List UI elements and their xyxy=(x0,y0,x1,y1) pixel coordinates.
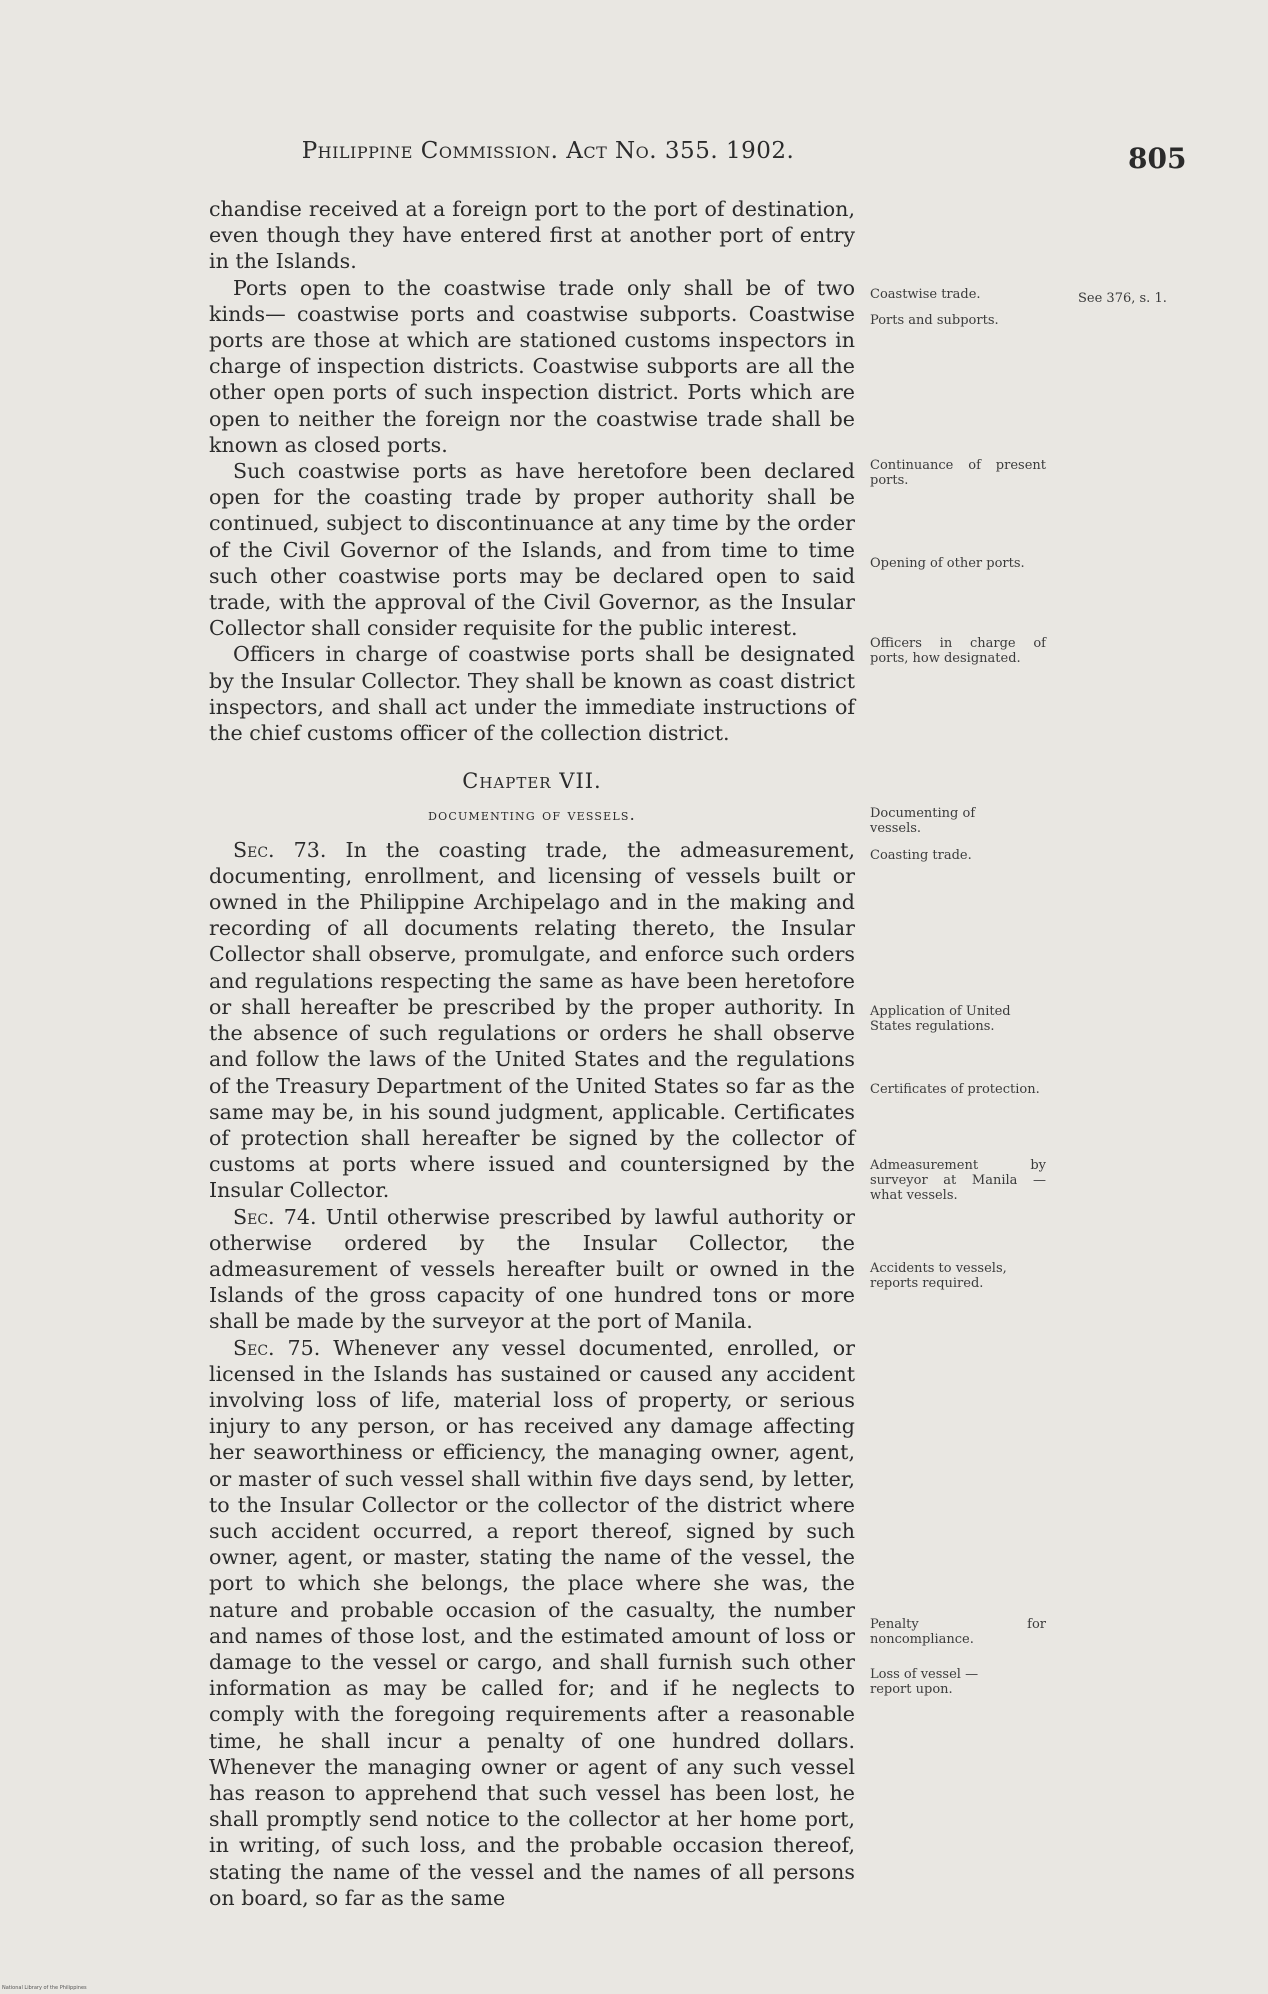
margin-note-penalty: Penalty for noncompliance. xyxy=(870,1617,1046,1647)
section-74-text: Until otherwise prescribed by lawful authority or otherwise ordered by the Insular Collector, the admeasurement of vessels hereafter built or owned in the Islands of the gross capacity of one hundred tons or more shall be made by the surveyor at the port of Manila. xyxy=(209,1204,855,1334)
section-73 xyxy=(209,837,855,1204)
margin-note-coasting: Coasting trade. xyxy=(870,848,972,863)
margin-note-certificates: Certificates of protection. xyxy=(870,1082,1040,1097)
margin-note-officers: Officers in charge of ports, how designated. xyxy=(870,636,1046,666)
section-73-text: In the coasting trade, the admeasurement, documenting, enrollment, and licensing of vessels built or owned in the Philippine Archipelago and in the making and recording of all documents relating thereto, the Insular Collector shall observe, promulgate, and enforce such orders and regulations respecting the same as have been heretofore or shall hereafter be prescribed by the proper authority. In the absence of such regulations or orders he shall observe and follow the laws of the United States and the regulations of the Treasury Department of the United States so far as the same may be, in his sound judgment, applicable. Certificates of protection shall hereafter be signed by the collector of customs at ports where issued and countersigned by the Insular Collector. xyxy=(209,837,856,1203)
paragraph-officers: Officers in charge of coastwise ports shall be designated by the Insular Collector. They shall be known as coast district inspectors, and shall act under the immediate instructions of the chief customs officer of the collection district. xyxy=(209,642,855,746)
paragraph-ports-kinds: Ports open to the coastwise trade only shall be of two kinds— coastwise ports and coastwise subports. Coastwise ports are those at which are stationed customs inspectors in charge of inspection districts. Coastwise subports are all the other open ports of such inspection district. Ports which are open to neither the foreign nor the coastwise trade shall be known as closed ports. xyxy=(209,275,855,457)
margin-note-coastwise-trade: Coastwise trade. xyxy=(870,287,981,302)
main-text xyxy=(209,196,855,1911)
margin-note-admeasurement: Admeasurement by surveyor at Manila — what vessels. xyxy=(870,1158,1046,1203)
margin-note-application: Application of United States regulations. xyxy=(870,1004,1011,1034)
paragraph-continuation: chandise received at a foreign port to the port of destination, even though they have entered first at another port of entry in the Islands. xyxy=(209,197,855,274)
footer-credit: National Library of the Philippines xyxy=(2,1985,87,1991)
section-73-label: Sec. 73. xyxy=(233,837,327,862)
margin-note-accidents: Accidents to vessels, reports required. xyxy=(870,1261,1007,1291)
section-74 xyxy=(209,1204,855,1335)
margin-note-loss: Loss of vessel — report upon. xyxy=(870,1667,979,1697)
margin-note-opening: Opening of other ports. xyxy=(870,556,1025,571)
paragraph-continuance: Such coastwise ports as have heretofore been declared open for the coasting trade by proper authority shall be continued, subject to discontinuance at any time by the order of the Civil Governor of the Islands, and from time to time such other coastwise ports may be declared open to said trade, with the approval of the Civil Governor, as the Insular Collector shall consider requisite for the public interest. xyxy=(209,459,855,641)
cross-reference: See 376, s. 1. xyxy=(1078,291,1167,306)
page-number: 805 xyxy=(1128,142,1187,175)
chapter-heading: Chapter VII. xyxy=(462,769,602,794)
section-75 xyxy=(209,1335,855,1911)
section-75-text: Whenever any vessel documented, enrolled, or licensed in the Islands has sustained or caused any accident involving loss of life, material loss of property, or serious injury to any person, or has received any damage affecting her seaworthiness or efficiency, the managing owner, agent, or master of such vessel shall within five days send, by letter, to the Insular Collector or the collector of the district where such accident occurred, a report thereof, signed by such owner, agent, or master, stating the name of the vessel, the port to which she belongs, the place where she was, the nature and probable occasion of the casualty, the number and names of those lost, and the estimated amount of loss or damage to the vessel or cargo, and shall furnish such other information as may be called for; and if he neglects to comply with the foregoing requirements after a reasonable time, he shall incur a penalty of one hundred dollars. Whenever the managing owner or agent of any such vessel has reason to apprehend that such vessel has been lost, he shall promptly send notice to the collector at her home port, in writing, of such loss, and the probable occasion thereof, stating the name of the vessel and the names of all persons on board, so far as the same xyxy=(209,1335,855,1910)
margin-note-documenting: Documenting of vessels. xyxy=(870,806,976,836)
chapter-subtitle: documenting of vessels. xyxy=(428,805,636,825)
margin-note-ports-subports: Ports and subports. xyxy=(870,313,999,328)
section-75-label: Sec. 75. xyxy=(233,1335,321,1360)
section-74-label: Sec. 74. xyxy=(233,1204,317,1229)
margin-note-continuance: Continuance of present ports. xyxy=(870,458,1046,488)
running-header: Philippine Commission. Act No. 355. 1902. xyxy=(301,138,795,164)
